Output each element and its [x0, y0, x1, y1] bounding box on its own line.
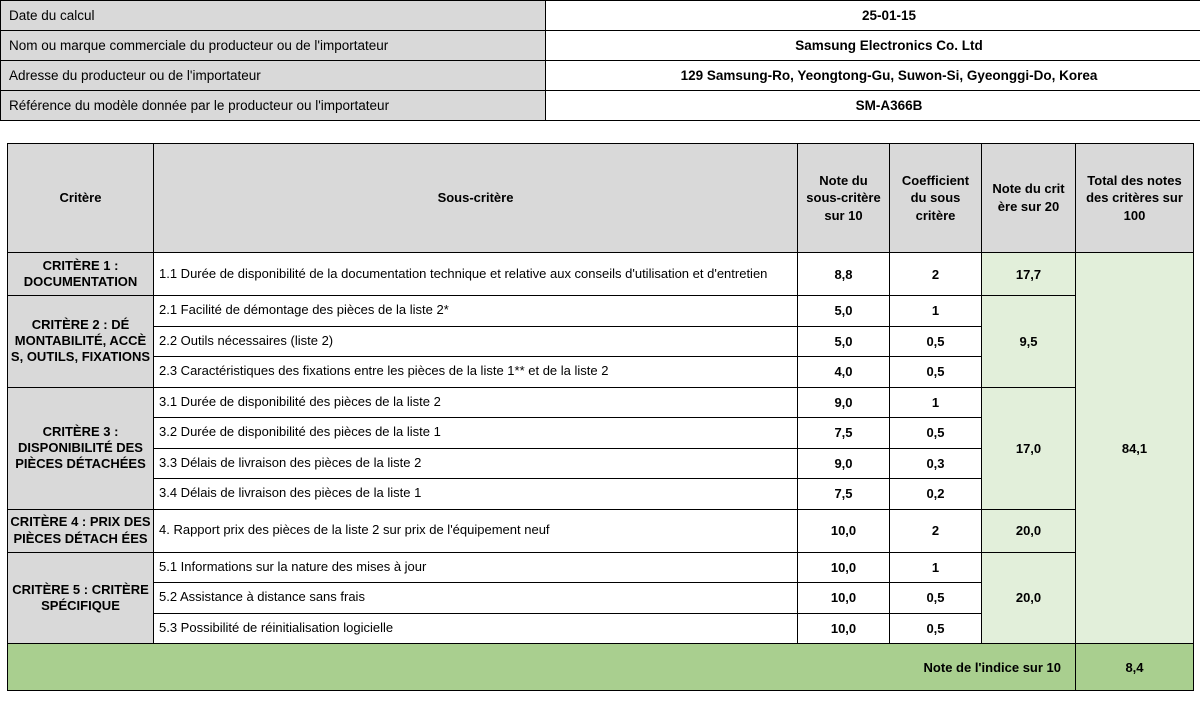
subcriterion-coef: 2: [890, 253, 982, 296]
table-header-row: [8, 144, 1194, 253]
subcriterion-note: 5,0: [798, 326, 890, 357]
subcriterion-label: 2.3 Caractéristiques des fixations entre les pièces de la liste 1** et de la liste 2: [154, 357, 798, 388]
criterion-note: 17,0: [982, 387, 1076, 509]
subcriterion-label: 3.3 Délais de livraison des pièces de la liste 2: [154, 448, 798, 479]
criterion-name: CRITÈRE 3 : DISPONIBILITÉ DES PIÈCES DÉTACHÉES: [8, 387, 154, 509]
criterion-name: CRITÈRE 4 : PRIX DES PIÈCES DÉTACH ÉES: [8, 509, 154, 552]
criterion-name: CRITÈRE 2 : DÉ MONTABILITÉ, ACCÈ S, OUTILS, FIXATIONS: [8, 296, 154, 388]
header-note-critere: Note du crit ère sur 20: [982, 144, 1076, 253]
subcriterion-label: 5.3 Possibilité de réinitialisation logicielle: [154, 613, 798, 644]
subcriterion-note: 10,0: [798, 583, 890, 614]
index-label: Note de l'indice sur 10: [8, 644, 1076, 691]
subcriterion-label: 3.2 Durée de disponibilité des pièces de la liste 1: [154, 418, 798, 449]
product-info-table: [0, 0, 1200, 121]
info-row: [1, 91, 1200, 121]
subcriterion-label: 2.1 Facilité de démontage des pièces de la liste 2*: [154, 296, 798, 327]
subcriterion-coef: 0,2: [890, 479, 982, 510]
info-row: [1, 31, 1200, 61]
info-value: Samsung Electronics Co. Ltd: [546, 31, 1200, 61]
criterion-name: CRITÈRE 5 : CRITÈRE SPÉCIFIQUE: [8, 552, 154, 644]
subcriterion-coef: 1: [890, 296, 982, 327]
table-row: [8, 552, 1194, 583]
criterion-note: 20,0: [982, 552, 1076, 644]
table-row: [8, 387, 1194, 418]
subcriterion-label: 3.1 Durée de disponibilité des pièces de la liste 2: [154, 387, 798, 418]
subcriterion-note: 5,0: [798, 296, 890, 327]
info-row: [1, 1, 1200, 31]
index-value: 8,4: [1076, 644, 1194, 691]
subcriterion-label: 1.1 Durée de disponibilité de la documentation technique et relative aux conseils d'utilisation et d'entretien: [154, 253, 798, 296]
table-row: [8, 296, 1194, 327]
info-label: Adresse du producteur ou de l'importateur: [1, 61, 546, 91]
table-row: [8, 253, 1194, 296]
subcriterion-label: 5.2 Assistance à distance sans frais: [154, 583, 798, 614]
subcriterion-note: 10,0: [798, 613, 890, 644]
subcriterion-coef: 0,5: [890, 326, 982, 357]
table-gap: [0, 121, 1200, 143]
header-sous-critere: Sous-critère: [154, 144, 798, 253]
subcriterion-note: 4,0: [798, 357, 890, 388]
table-row: [8, 509, 1194, 552]
header-note-sous-critere: Note du sous-critère sur 10: [798, 144, 890, 253]
criterion-note: 20,0: [982, 509, 1076, 552]
subcriterion-label: 4. Rapport prix des pièces de la liste 2 sur prix de l'équipement neuf: [154, 509, 798, 552]
subcriterion-coef: 0,5: [890, 613, 982, 644]
subcriterion-label: 3.4 Délais de livraison des pièces de la liste 1: [154, 479, 798, 510]
subcriterion-coef: 0,5: [890, 418, 982, 449]
subcriterion-note: 7,5: [798, 418, 890, 449]
subcriterion-label: 2.2 Outils nécessaires (liste 2): [154, 326, 798, 357]
subcriterion-note: 8,8: [798, 253, 890, 296]
criterion-name: CRITÈRE 1 : DOCUMENTATION: [8, 253, 154, 296]
subcriterion-note: 7,5: [798, 479, 890, 510]
subcriterion-label: 5.1 Informations sur la nature des mises à jour: [154, 552, 798, 583]
subcriterion-note: 9,0: [798, 387, 890, 418]
subcriterion-coef: 0,3: [890, 448, 982, 479]
header-coefficient: Coefficient du sous critère: [890, 144, 982, 253]
info-row: [1, 61, 1200, 91]
info-value: SM-A366B: [546, 91, 1200, 121]
criterion-note: 17,7: [982, 253, 1076, 296]
subcriterion-note: 10,0: [798, 552, 890, 583]
header-critere: Critère: [8, 144, 154, 253]
criterion-note: 9,5: [982, 296, 1076, 388]
info-label: Date du calcul: [1, 1, 546, 31]
subcriterion-coef: 2: [890, 509, 982, 552]
index-footer-row: [8, 644, 1194, 691]
subcriterion-coef: 0,5: [890, 357, 982, 388]
subcriterion-note: 10,0: [798, 509, 890, 552]
subcriterion-note: 9,0: [798, 448, 890, 479]
info-value: 129 Samsung-Ro, Yeongtong-Gu, Suwon-Si, Gyeonggi-Do, Korea: [546, 61, 1200, 91]
repairability-score-table: [7, 143, 1194, 691]
total-score: 84,1: [1076, 253, 1194, 644]
info-label: Référence du modèle donnée par le producteur ou l'importateur: [1, 91, 546, 121]
header-total: Total des notes des critères sur 100: [1076, 144, 1194, 253]
subcriterion-coef: 1: [890, 387, 982, 418]
info-value: 25-01-15: [546, 1, 1200, 31]
subcriterion-coef: 0,5: [890, 583, 982, 614]
info-label: Nom ou marque commerciale du producteur ou de l'importateur: [1, 31, 546, 61]
subcriterion-coef: 1: [890, 552, 982, 583]
